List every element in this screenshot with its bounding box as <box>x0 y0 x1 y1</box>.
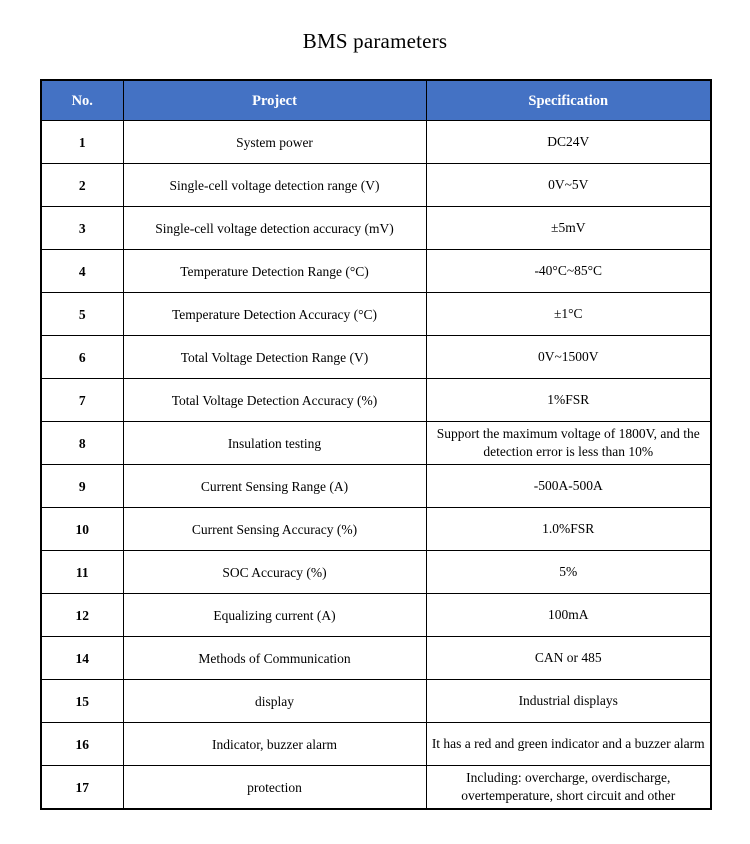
cell-project: Current Sensing Accuracy (%) <box>123 508 426 551</box>
cell-project: Equalizing current (A) <box>123 594 426 637</box>
cell-specification: 0V~1500V <box>426 336 711 379</box>
cell-specification: -500A-500A <box>426 465 711 508</box>
cell-project: System power <box>123 121 426 164</box>
table-row <box>41 207 711 250</box>
cell-no: 15 <box>41 680 123 723</box>
cell-no: 4 <box>41 250 123 293</box>
cell-specification: 100mA <box>426 594 711 637</box>
cell-no: 5 <box>41 293 123 336</box>
cell-specification: It has a red and green indicator and a buzzer alarm <box>426 723 711 766</box>
cell-specification: 1.0%FSR <box>426 508 711 551</box>
table-header <box>41 80 711 121</box>
column-header-no: No. <box>41 80 123 121</box>
table-row <box>41 336 711 379</box>
cell-project: Total Voltage Detection Accuracy (%) <box>123 379 426 422</box>
cell-project: SOC Accuracy (%) <box>123 551 426 594</box>
cell-no: 11 <box>41 551 123 594</box>
cell-project: Temperature Detection Accuracy (°C) <box>123 293 426 336</box>
cell-project: Temperature Detection Range (°C) <box>123 250 426 293</box>
cell-no: 12 <box>41 594 123 637</box>
cell-specification: 5% <box>426 551 711 594</box>
cell-no: 16 <box>41 723 123 766</box>
cell-specification: ±5mV <box>426 207 711 250</box>
cell-project: Insulation testing <box>123 422 426 465</box>
cell-specification: Support the maximum voltage of 1800V, and the detection error is less than 10% <box>426 422 711 465</box>
cell-specification: -40°C~85°C <box>426 250 711 293</box>
table-row <box>41 422 711 465</box>
cell-project: display <box>123 680 426 723</box>
cell-no: 17 <box>41 766 123 810</box>
cell-specification: 1%FSR <box>426 379 711 422</box>
table-row <box>41 164 711 207</box>
cell-specification: ±1°C <box>426 293 711 336</box>
cell-no: 14 <box>41 637 123 680</box>
cell-project: protection <box>123 766 426 810</box>
table-row <box>41 680 711 723</box>
bms-parameters-table <box>40 79 712 810</box>
cell-project: Single-cell voltage detection accuracy (mV) <box>123 207 426 250</box>
cell-project: Total Voltage Detection Range (V) <box>123 336 426 379</box>
table-row <box>41 121 711 164</box>
cell-no: 6 <box>41 336 123 379</box>
bms-parameters-table-container <box>40 79 710 810</box>
cell-no: 8 <box>41 422 123 465</box>
cell-project: Single-cell voltage detection range (V) <box>123 164 426 207</box>
table-row <box>41 723 711 766</box>
cell-no: 1 <box>41 121 123 164</box>
column-header-specification: Specification <box>426 80 711 121</box>
table-row <box>41 508 711 551</box>
cell-specification: Including: overcharge, overdischarge, overtemperature, short circuit and other <box>426 766 711 810</box>
column-header-project: Project <box>123 80 426 121</box>
table-row <box>41 637 711 680</box>
table-row <box>41 293 711 336</box>
cell-no: 9 <box>41 465 123 508</box>
cell-no: 3 <box>41 207 123 250</box>
table-row <box>41 551 711 594</box>
table-row <box>41 766 711 810</box>
cell-no: 7 <box>41 379 123 422</box>
page-title: BMS parameters <box>302 29 448 53</box>
table-row <box>41 379 711 422</box>
cell-specification: CAN or 485 <box>426 637 711 680</box>
cell-project: Current Sensing Range (A) <box>123 465 426 508</box>
cell-specification: 0V~5V <box>426 164 711 207</box>
table-body <box>41 121 711 810</box>
cell-project: Indicator, buzzer alarm <box>123 723 426 766</box>
cell-specification: DC24V <box>426 121 711 164</box>
cell-project: Methods of Communication <box>123 637 426 680</box>
cell-specification: Industrial displays <box>426 680 711 723</box>
table-row <box>41 465 711 508</box>
table-header-row <box>41 80 711 121</box>
cell-no: 10 <box>41 508 123 551</box>
table-row <box>41 594 711 637</box>
cell-no: 2 <box>41 164 123 207</box>
table-row <box>41 250 711 293</box>
